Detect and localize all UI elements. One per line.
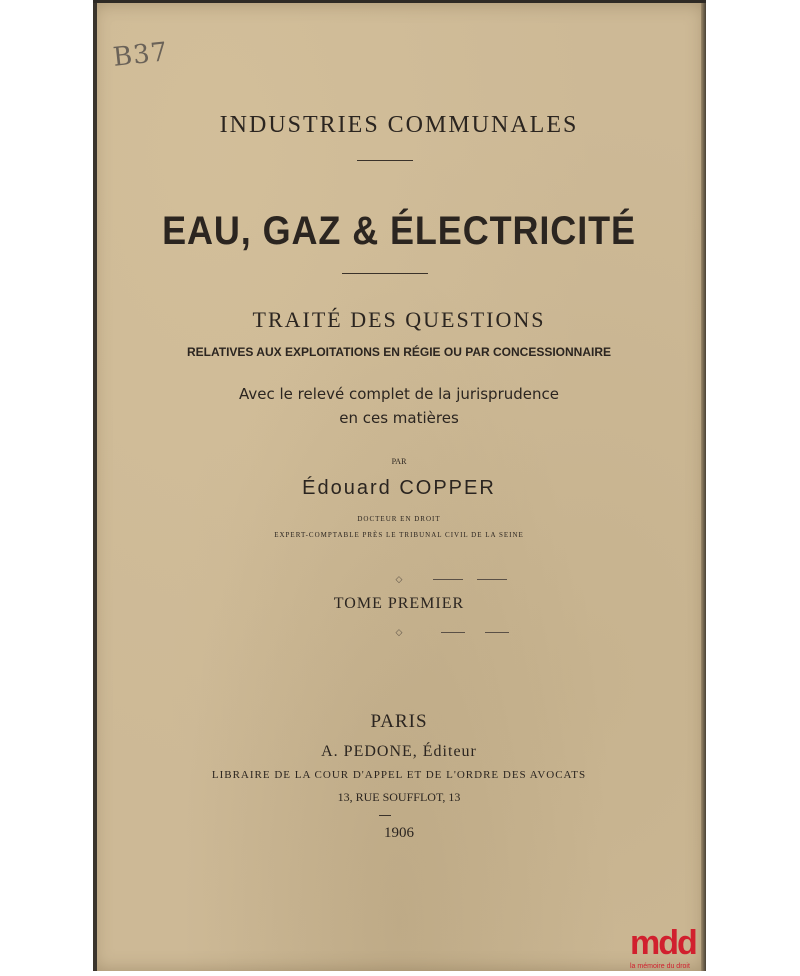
book-title: EAU, GAZ & ÉLECTRICITÉ bbox=[162, 209, 636, 253]
description-line-2: en ces matières bbox=[339, 409, 459, 427]
volume-label: TOME PREMIER bbox=[333, 595, 465, 612]
publication-year: 1906 bbox=[384, 825, 414, 841]
publisher-detail: LIBRAIRE DE LA COUR D'APPEL ET DE L'ORDRE DES AVOCATS bbox=[211, 769, 587, 781]
watermark-tagline: la mémoire du droit bbox=[630, 963, 690, 970]
watermark-letters: mdd bbox=[630, 924, 696, 962]
handwritten-shelfmark: B37 bbox=[111, 37, 170, 73]
publication-city: PARIS bbox=[370, 711, 428, 732]
series-title: INDUSTRIES COMMUNALES bbox=[219, 112, 579, 138]
author-title-2: EXPERT-COMPTABLE PRÈS LE TRIBUNAL CIVIL DE LA SEINE bbox=[274, 531, 524, 539]
author-name: Édouard COPPER bbox=[302, 477, 496, 499]
subtitle-detail: RELATIVES AUX EXPLOITATIONS EN RÉGIE OU PAR CONCESSIONNAIRE bbox=[186, 345, 612, 359]
ornament-upper: ◇ bbox=[93, 574, 705, 584]
by-label: PAR bbox=[391, 457, 407, 466]
publisher-name: A. PEDONE, Éditeur bbox=[321, 743, 477, 760]
divider-rule bbox=[379, 815, 391, 816]
divider-rule bbox=[357, 160, 413, 161]
book-subtitle: TRAITÉ DES QUESTIONS bbox=[252, 307, 546, 332]
author-title-1: DOCTEUR EN DROIT bbox=[357, 515, 441, 523]
ornament-lower: ◇ bbox=[93, 627, 705, 637]
publisher-address: 13, RUE SOUFFLOT, 13 bbox=[337, 790, 461, 804]
description-line-1: Avec le relevé complet de la jurisprudence bbox=[238, 385, 559, 403]
divider-rule bbox=[342, 273, 428, 274]
watermark-logo bbox=[630, 925, 710, 975]
